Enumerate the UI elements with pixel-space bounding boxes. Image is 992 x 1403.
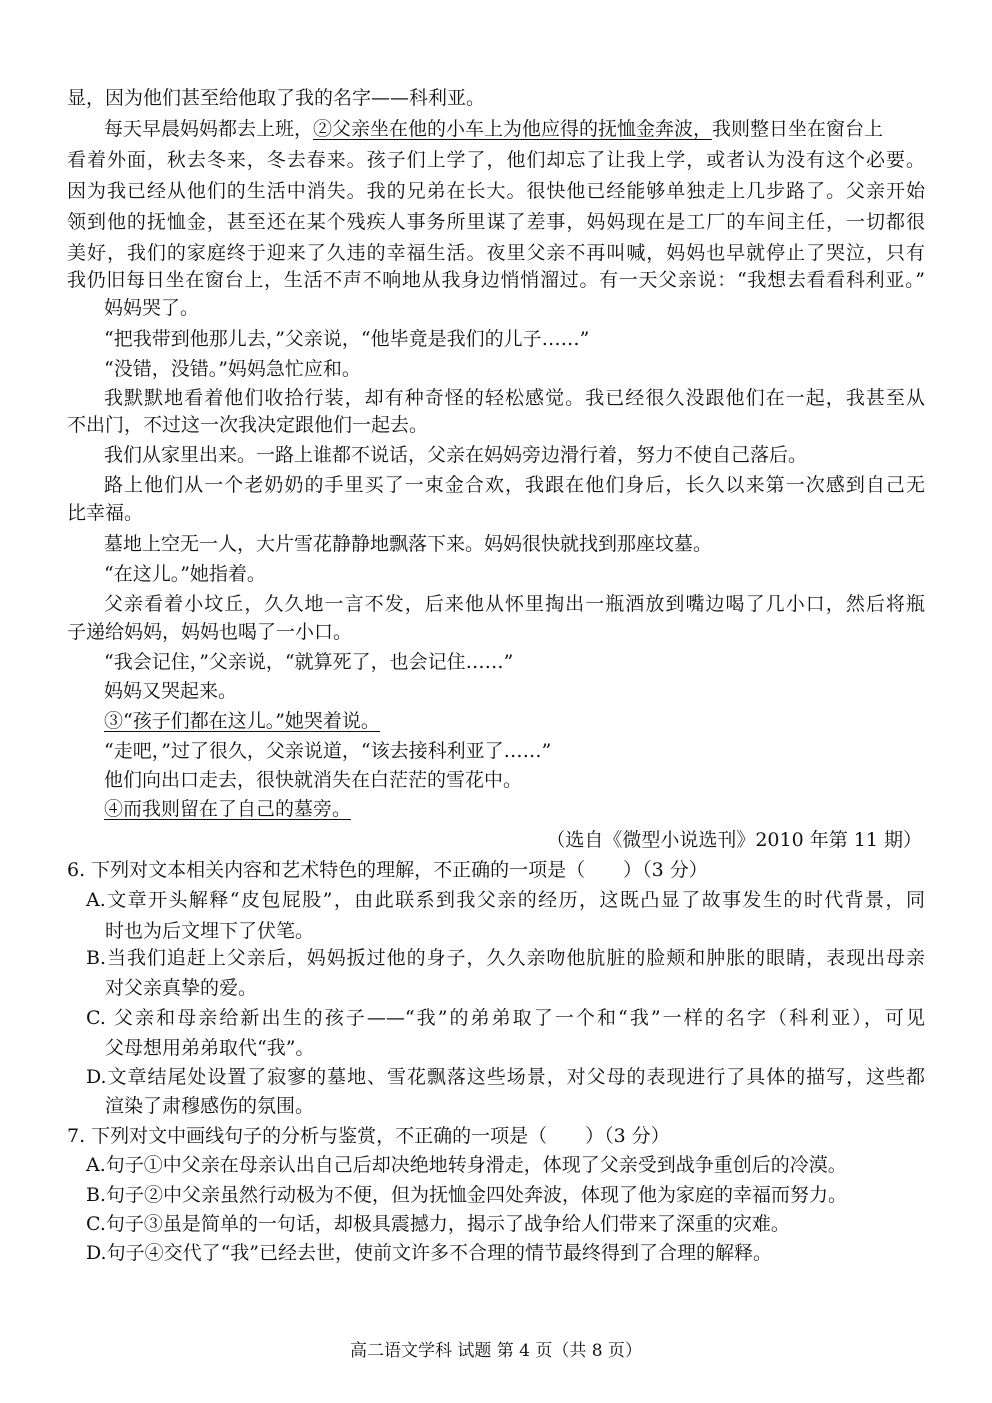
source-citation: （选自《微型小说选刊》2010 年第 11 期）: [546, 829, 922, 851]
question-7-option-c: C.句子③虽是简单的一句话，却极具震撼力，揭示了战争给人们带来了深重的灾难。: [86, 1213, 790, 1235]
question-6-option-a: A.文章开头解释“皮包屁股”，由此联系到我父亲的经历，这既凸显了故事发生的时代背景，同: [86, 889, 925, 911]
question-6-option-b: B.当我们追赶上父亲后，妈妈扳过他的身子，久久亲吻他肮脏的脸颊和肿胀的眼睛，表现出母亲: [86, 947, 925, 969]
passage-line: 路上他们从一个老奶奶的手里买了一束金合欢，我跟在他们身后，长久以来第一次感到自己无: [104, 474, 925, 496]
question-7-option-d: D.句子④交代了“我”已经去世，使前文许多不合理的情节最终得到了合理的解释。: [86, 1242, 773, 1264]
passage-line: 我默默地看着他们收拾行装，却有种奇怪的轻松感觉。我已经很久没跟他们在一起，我甚至从: [104, 387, 925, 409]
passage-line: “走吧，”过了很久，父亲说道，“该去接科利亚了……”: [104, 740, 552, 762]
question-6-option-d-cont: 渲染了肃穆感伤的氛围。: [105, 1095, 315, 1117]
passage-line: 不出门，不过这一次我决定跟他们一起去。: [67, 414, 429, 436]
passage-line: 显，因为他们甚至给他取了我的名字——科利亚。: [67, 87, 486, 109]
passage-line: 我们从家里出来。一路上谁都不说话，父亲在妈妈旁边滑行着，努力不使自己落后。: [104, 444, 808, 466]
passage-line: 妈妈又哭起来。: [104, 680, 238, 702]
passage-text: 我则整日坐在窗台上: [712, 118, 884, 140]
question-6-option-d: D.文章结尾处设置了寂寥的墓地、雪花飘落这些场景，对父母的表现进行了具体的描写，这些都: [86, 1066, 925, 1088]
passage-line: 美好，我们的家庭终于迎来了久违的幸福生活。夜里父亲不再叫喊，妈妈也早就停止了哭泣，只有: [67, 242, 925, 264]
passage-line: “没错，没错。”妈妈急忙应和。: [104, 358, 361, 380]
underlined-sentence-3: ③“孩子们都在这儿。”她哭着说。: [104, 710, 380, 732]
passage-text: 每天早晨妈妈都去上班，: [104, 118, 314, 140]
question-6-option-c-cont: 父母想用弟弟取代“我”。: [105, 1037, 315, 1059]
passage-line: [104, 117, 883, 141]
passage-line: “把我带到他那儿去，”父亲说，“他毕竟是我们的儿子……”: [104, 328, 590, 350]
question-6-option-c: C. 父亲和母亲给新出生的孩子——“我”的弟弟取了一个和“我”一样的名字（科利亚），可见: [86, 1007, 925, 1029]
underlined-sentence-4: ④而我则留在了自己的墓旁。: [104, 798, 352, 820]
question-7-option-a: A.句子①中父亲在母亲认出自己后却决绝地转身滑走，体现了父亲受到战争重创后的冷漠。: [86, 1154, 847, 1176]
passage-line: 因为我已经从他们的生活中消失。我的兄弟在长大。很快他已经能够单独走上几步路了。父亲开始: [67, 180, 925, 202]
question-6-option-a-cont: 时也为后文埋下了伏笔。: [105, 920, 315, 942]
passage-line: 妈妈哭了。: [104, 297, 200, 319]
page-footer: 高二语文学科 试题 第 4 页（共 8 页）: [349, 1341, 643, 1361]
passage-line: 墓地上空无一人，大片雪花静静地飘落下来。妈妈很快就找到那座坟墓。: [104, 533, 713, 555]
passage-line: “我会记住，”父亲说，“就算死了，也会记住……”: [104, 651, 514, 673]
passage-line: 子递给妈妈，妈妈也喝了一小口。: [67, 621, 353, 643]
passage-line: 看着外面，秋去冬来，冬去春来。孩子们上学了，他们却忘了让我上学，或者认为没有这个必要。: [67, 149, 925, 171]
passage-line: 领到他的抚恤金，甚至还在某个残疾人事务所里谋了差事，妈妈现在是工厂的车间主任，一切都很: [67, 211, 925, 233]
passage-line: 我仍旧每日坐在窗台上，生活不声不响地从我身边悄悄溜过。有一天父亲说：“我想去看看科利亚。”: [67, 269, 925, 291]
question-6-stem: 6. 下列对文本相关内容和艺术特色的理解，不正确的一项是（ ）（3 分）: [67, 859, 708, 881]
passage-line: “在这儿。”她指着。: [104, 563, 266, 585]
question-6-option-b-cont: 对父亲真挚的爱。: [105, 977, 258, 999]
passage-line: 父亲看着小坟丘，久久地一言不发，后来他从怀里掏出一瓶酒放到嘴边喝了几小口，然后将瓶: [104, 593, 925, 615]
underlined-sentence-2: ②父亲坐在他的小车上为他应得的抚恤金奔波，: [313, 118, 713, 140]
passage-line: 他们向出口走去，很快就消失在白茫茫的雪花中。: [104, 769, 523, 791]
passage-line: 比幸福。: [67, 502, 144, 524]
question-7-option-b: B.句子②中父亲虽然行动极为不便，但为抚恤金四处奔波，体现了他为家庭的幸福而努力。: [86, 1184, 848, 1206]
question-7-stem: 7. 下列对文中画线句子的分析与鉴赏，不正确的一项是（ ）（3 分）: [67, 1125, 670, 1147]
